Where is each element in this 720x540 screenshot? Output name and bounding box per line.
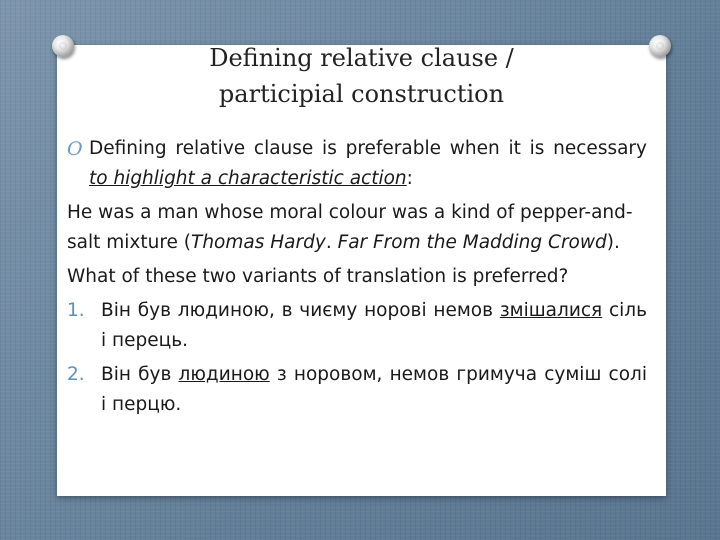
example-sentence	[67, 198, 647, 258]
variant-underlined: людиною	[178, 364, 270, 385]
variant-2	[67, 360, 647, 420]
bullet-colon: :	[406, 168, 413, 189]
example-book: Far From the Madding Crowd	[337, 232, 607, 253]
example-author: Thomas Hardy	[191, 232, 326, 253]
bullet-marker: O	[67, 138, 83, 160]
question-text: What of these two variants of translation is preferred?	[67, 266, 569, 287]
variant-number: 2.	[67, 364, 85, 385]
example-separator: .	[325, 232, 338, 253]
variant-number: 1.	[67, 300, 85, 321]
variant-text: Він був людиною, в чиєму норові немов	[101, 300, 500, 321]
variant-1	[67, 296, 647, 356]
bullet-definition	[67, 134, 647, 194]
variant-underlined: змішалися	[499, 300, 603, 321]
variant-text-end: з норовом, немов гримуча суміш солі і перцю.	[101, 364, 647, 415]
example-text: He was a man whose moral colour was a kind of pepper-and-salt mixture (	[67, 202, 633, 253]
variant-text: Він був	[101, 364, 179, 385]
variant-text-end: сіль і перець.	[101, 300, 647, 351]
bullet-highlight: to highlight a characteristic action	[89, 168, 407, 189]
bullet-text: Defining relative clause is preferable when it is necessary	[89, 138, 647, 159]
title-line-1: Defining relative clause /	[209, 44, 514, 72]
slide-body	[67, 134, 647, 420]
example-end: ).	[606, 232, 620, 253]
slide-title	[57, 40, 666, 112]
title-line-2: participial construction	[218, 80, 505, 108]
